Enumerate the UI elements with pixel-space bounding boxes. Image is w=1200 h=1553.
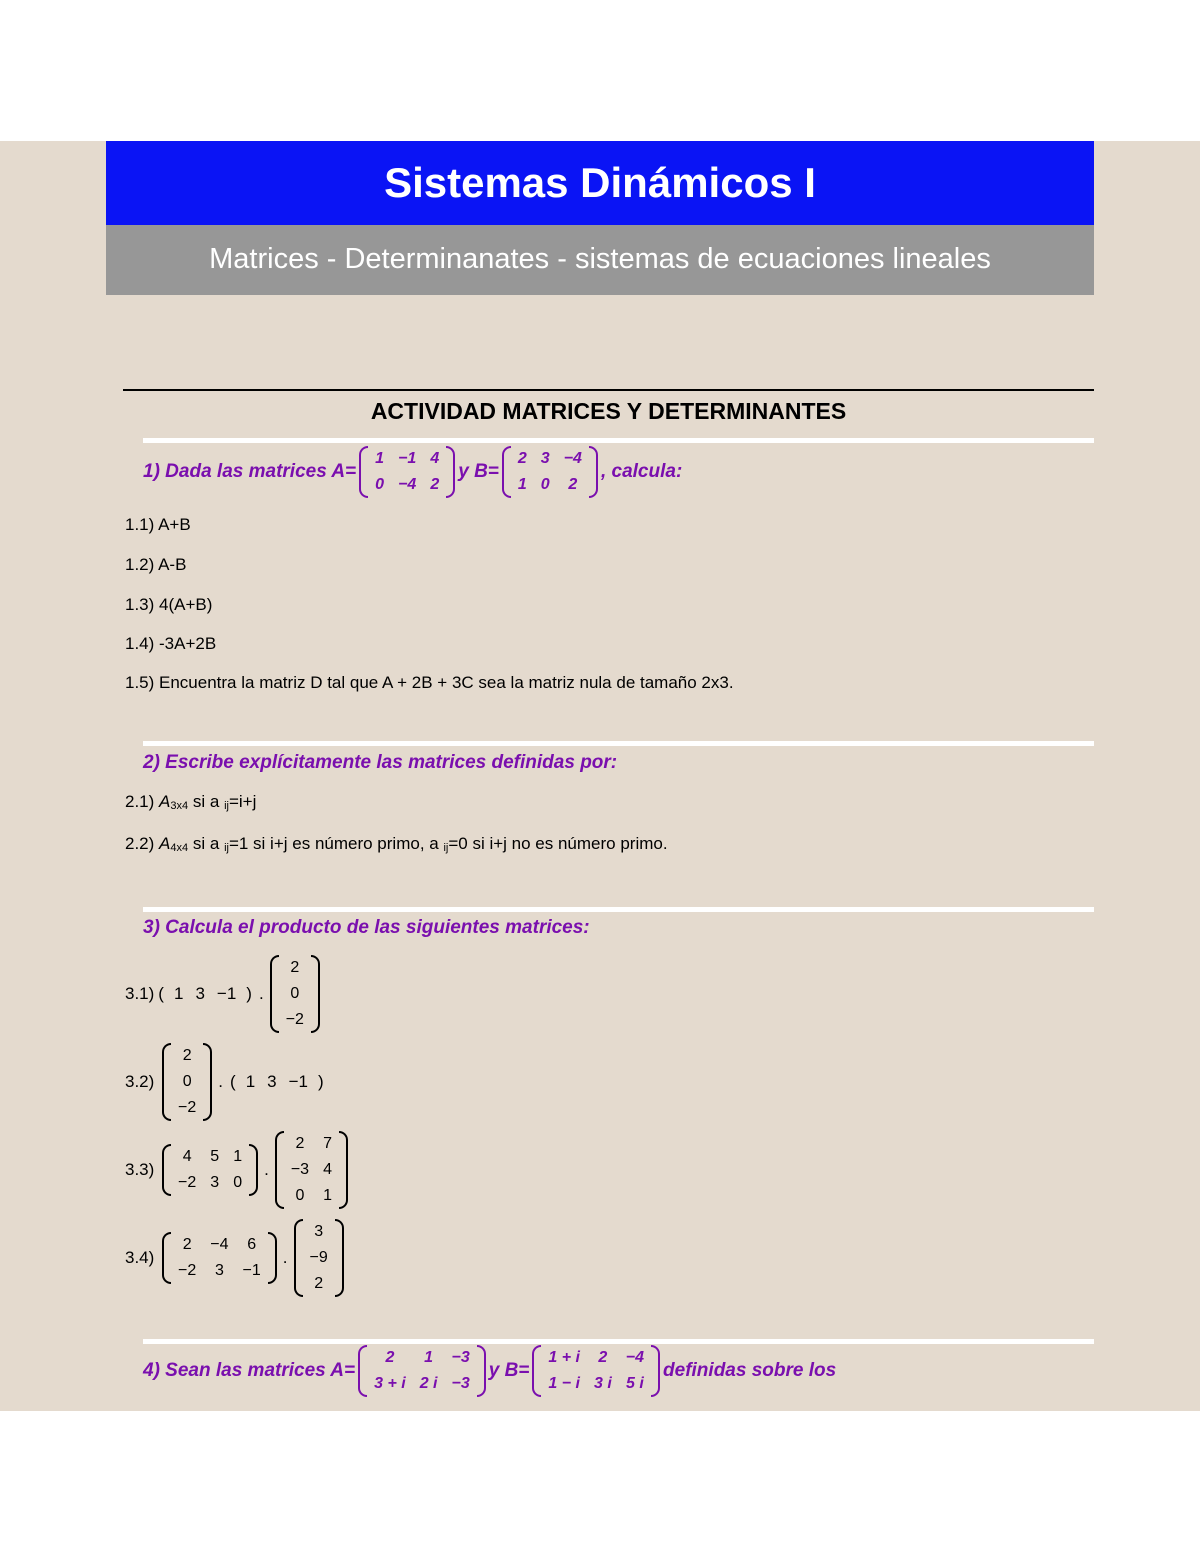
matrix-2x3: 4 5 1 −2 3 0 [162,1144,258,1196]
list-item-3-4: 3.4) 2 −4 6 −2 3 −1 . 3 −9 2 [125,1219,347,1297]
column-vector: 2 0 −2 [270,955,320,1033]
divider [143,1339,1094,1344]
list-item: 1.5) Encuentra la matriz D tal que A + 2B + 3C sea la matriz nula de tamaño 2x3. [125,673,734,692]
list-item: 1.1) A+B [125,515,191,534]
divider [143,907,1094,912]
matrix-b: 2 3 −4 1 0 2 [502,446,598,498]
list-item: 1.4) -3A+2B [125,634,217,653]
column-vector: 3 −9 2 [294,1219,344,1297]
list-item-2-1: 2.1) A 3x4 si a ij =i+j [125,792,257,812]
page-title: Sistemas Dinámicos I [106,141,1094,225]
divider [143,741,1094,746]
matrix-a: 1 −1 4 0 −4 2 [359,446,455,498]
matrix-2x3: 2 −4 6 −2 3 −1 [162,1232,277,1284]
question-4-prefix: 4) Sean las matrices A= [143,1360,356,1381]
question-1-suffix: , calcula: [600,461,683,482]
question-3: 3) Calcula el producto de las siguientes matrices: [143,917,590,938]
matrix-a-complex: 2 1 −3 3 + i 2 i −3 [358,1345,486,1397]
activity-heading: ACTIVIDAD MATRICES Y DETERMINANTES [370,398,847,424]
question-1-prefix: 1) Dada las matrices A= [143,461,357,482]
matrix-b-complex: 1 + i 2 −4 1 − i 3 i 5 i [532,1345,660,1397]
question-4-suffix: definidas sobre los [663,1360,837,1381]
question-1-mid: y B= [458,461,499,482]
question-2: 2) Escribe explícitamente las matrices definidas por: [143,752,618,773]
divider [123,389,1094,391]
matrix-3x2: 2 7 −3 4 0 1 [275,1131,348,1209]
list-item: 1.2) A-B [125,555,187,574]
list-item-3-1: 3.1) ( 1 3 −1 ) . 2 0 −2 [125,955,323,1033]
column-vector: 2 0 −2 [162,1043,212,1121]
list-item-2-2: 2.2) A 4x4 si a ij =1 si i+j es número primo, a ij =0 si i+j no es número primo. [125,834,668,854]
question-4 [143,1345,836,1397]
page-subtitle: Matrices - Determinanates - sistemas de ecuaciones lineales [106,225,1094,295]
question-1 [143,446,682,498]
question-4-mid: y B= [488,1360,530,1381]
list-item-3-2: 3.2) 2 0 −2 . ( 1 3 −1 ) [125,1043,328,1121]
list-item: 1.3) 4(A+B) [125,595,213,614]
list-item-3-3: 3.3) 4 5 1 −2 3 0 . 2 7 −3 4 0 1 [125,1131,351,1209]
divider [143,438,1094,443]
